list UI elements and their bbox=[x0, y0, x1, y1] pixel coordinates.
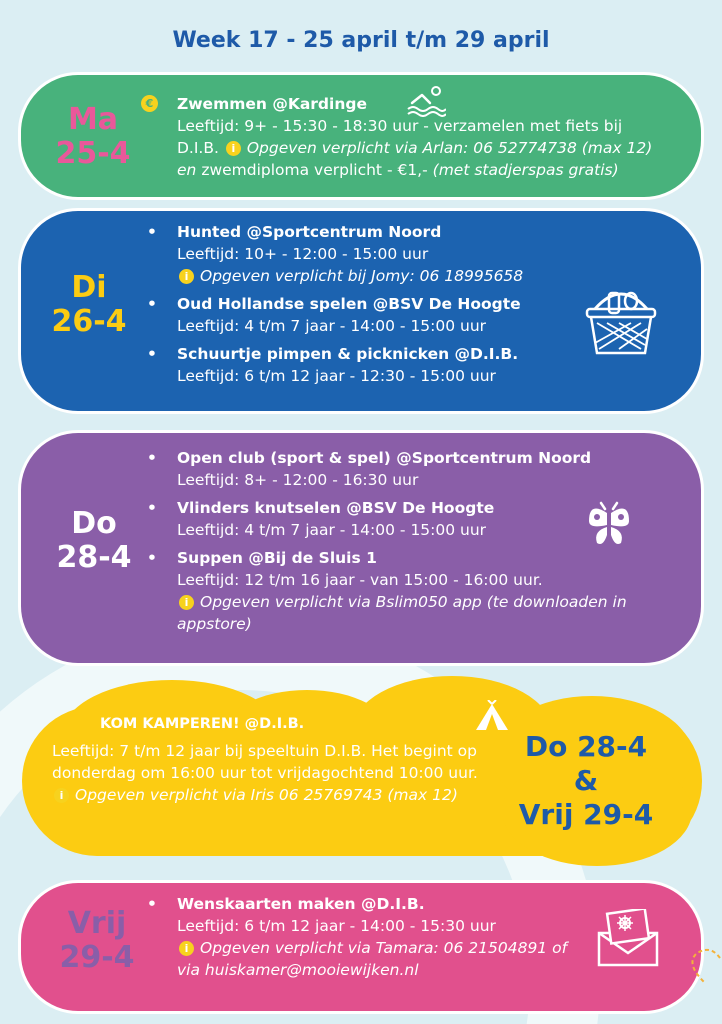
swimming-icon bbox=[406, 85, 446, 117]
tuesday-day-label bbox=[39, 271, 139, 339]
day-date: 25-4 bbox=[55, 136, 131, 171]
list-item: • Wenskaarten maken @D.I.B. Leeftijd: 6 t/m 12 jaar - 14:00 - 15:30 uur i Opgeven verplicht via Tamara: 06 21504891 of via huiskamer@mooiewijken.nl bbox=[147, 895, 568, 979]
euro-icon: € bbox=[141, 95, 158, 112]
signup-note: Opgeven verplicht via Arlan: 06 52774738 (max 12) bbox=[246, 139, 653, 157]
info-icon: i bbox=[179, 269, 194, 284]
day-name: Vrij bbox=[67, 906, 127, 941]
activity-detail-3: en zwemdiploma verplicht - €1,- (met stadjerspas gratis) bbox=[177, 161, 619, 179]
camping-title: KOM KAMPEREN! @D.I.B. bbox=[100, 716, 305, 732]
friday-card bbox=[18, 880, 704, 1014]
info-icon: i bbox=[179, 595, 194, 610]
list-item: • Suppen @Bij de Sluis 1 Leeftijd: 12 t/m 16 jaar - van 15:00 - 16:00 uur. i Opgeven verplicht via Bslim050 app (te downloaden in appstore) bbox=[147, 549, 627, 633]
day-date: 28-4 bbox=[56, 540, 132, 575]
day-date: 29-4 bbox=[59, 940, 135, 975]
friday-day-label bbox=[35, 907, 159, 975]
monday-day-label bbox=[43, 103, 143, 171]
list-item: • Open club (sport & spel) @Sportcentrum Noord Leeftijd: 8+ - 12:00 - 16:30 uur bbox=[147, 449, 592, 489]
camping-days: Do 28-4 & Vrij 29-4 bbox=[518, 730, 654, 831]
tuesday-card bbox=[18, 208, 704, 414]
info-icon: i bbox=[179, 941, 194, 956]
info-icon: i bbox=[54, 788, 69, 803]
list-item: • Hunted @Sportcentrum Noord Leeftijd: 10+ - 12:00 - 15:00 uur i Opgeven verplicht bij Jomy: 06 18995658 bbox=[147, 223, 524, 285]
heart-outline-icon bbox=[686, 946, 722, 986]
friday-activities bbox=[147, 893, 661, 987]
list-item: • Schuurtje pimpen & picknicken @D.I.B. Leeftijd: 6 t/m 12 jaar - 12:30 - 15:00 uur bbox=[147, 345, 519, 385]
thursday-day-label bbox=[39, 507, 149, 575]
monday-card bbox=[18, 72, 704, 200]
tent-icon bbox=[472, 700, 512, 734]
day-name: Do bbox=[71, 506, 117, 541]
info-icon: i bbox=[226, 141, 241, 156]
envelope-card-icon bbox=[595, 909, 661, 967]
activity-detail: Leeftijd: 9+ - 15:30 - 18:30 uur - verzamelen met fiets bij bbox=[177, 117, 623, 135]
day-date: 26-4 bbox=[51, 304, 127, 339]
activity-detail-2: D.I.B. i Opgeven verplicht via Arlan: 06 52774738 (max 12) bbox=[177, 139, 653, 157]
page-title: Week 17 - 25 april t/m 29 april bbox=[172, 28, 550, 53]
list-item: • Oud Hollandse spelen @BSV De Hoogte Leeftijd: 4 t/m 7 jaar - 14:00 - 15:00 uur bbox=[147, 295, 521, 335]
camping-detail: Leeftijd: 7 t/m 12 jaar bij speeltuin D.I.B. Het begint op donderdag om 16:00 uur tot vrijdagochtend 10:00 uur. i Opgeven verplicht via Iris 06 25769743 (max 12) bbox=[52, 742, 478, 804]
camping-cloud bbox=[22, 676, 702, 866]
picnic-basket-icon bbox=[583, 289, 659, 357]
butterfly-icon bbox=[585, 501, 633, 549]
day-name: Ma bbox=[67, 102, 119, 137]
list-item: • Vlinders knutselen @BSV De Hoogte Leeftijd: 4 t/m 7 jaar - 14:00 - 15:00 uur bbox=[147, 499, 495, 539]
thursday-card bbox=[18, 430, 704, 666]
day-name: Di bbox=[71, 270, 107, 305]
activity-title: Zwemmen @Kardinge bbox=[177, 95, 367, 113]
